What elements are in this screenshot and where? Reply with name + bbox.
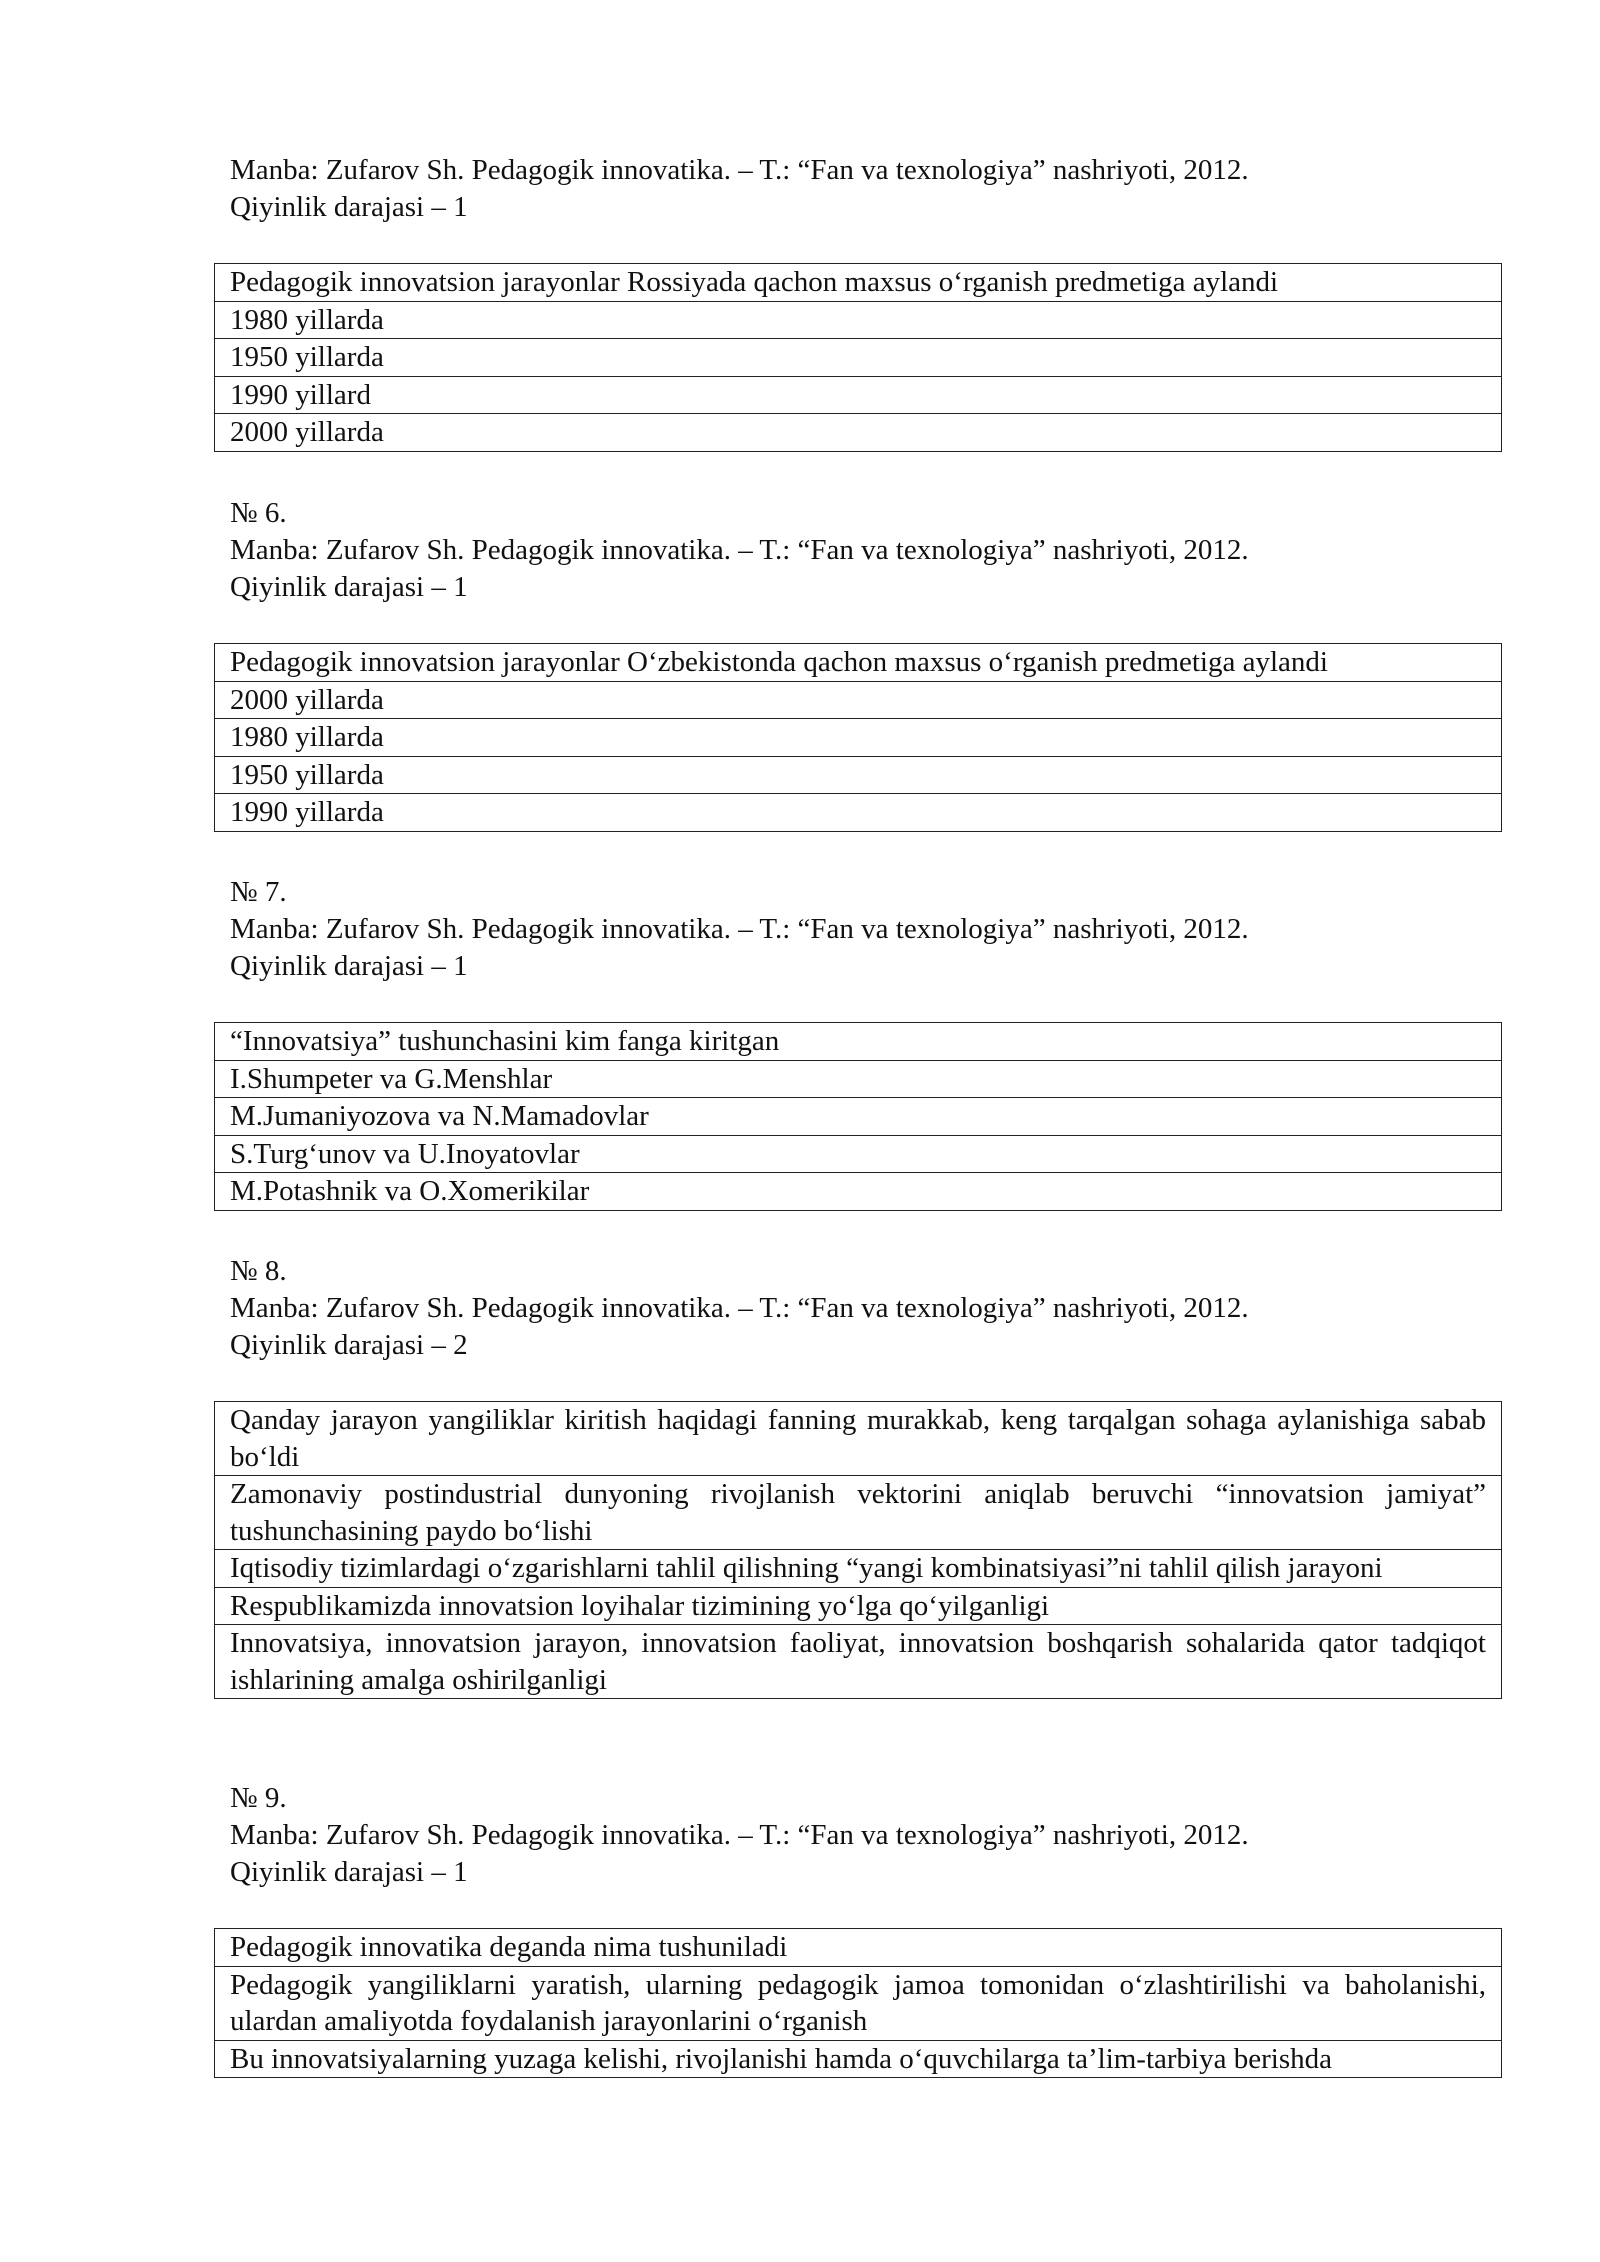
answer-row xyxy=(215,719,1502,757)
source-line: Manba: Zufarov Sh. Pedagogik innovatika. – T.: “Fan va texnologiya” nashriyoti, 2012. xyxy=(230,534,1249,566)
answer-row xyxy=(215,1550,1502,1588)
question-text: “Innovatsiya” tushunchasini kim fanga kiritgan xyxy=(215,1023,1502,1061)
answer-row xyxy=(215,1966,1502,2040)
answer-option-text: Bu innovatsiyalarning yuzaga kelishi, rivojlanishi hamda o‘quvchilarga ta’lim-tarbiya berishda xyxy=(230,2042,1332,2075)
question-table xyxy=(214,263,1502,452)
answer-row xyxy=(215,339,1502,377)
answer-option: 2000 yillarda xyxy=(215,681,1502,719)
answer-row xyxy=(215,681,1502,719)
answer-option: M.Jumaniyozova va N.Mamadovlar xyxy=(215,1098,1502,1136)
difficulty-line: Qiyinlik darajasi – 1 xyxy=(230,1856,468,1888)
answer-row xyxy=(215,1098,1502,1136)
question-row xyxy=(215,1929,1502,1967)
answer-option xyxy=(215,2040,1502,2077)
answer-row xyxy=(215,794,1502,832)
answer-option: Respublikamizda innovatsion loyihalar tizimining yo‘lga qo‘yilganligi xyxy=(215,1587,1502,1625)
question-block-9 xyxy=(214,1780,1502,2078)
question-block-8 xyxy=(214,1253,1502,1699)
answer-row xyxy=(215,1625,1502,1699)
answer-row xyxy=(215,1587,1502,1625)
answer-row xyxy=(215,2040,1502,2077)
answer-row xyxy=(215,301,1502,339)
answer-option: Innovatsiya, innovatsion jarayon, innovatsion faoliyat, innovatsion boshqarish sohalarida qator tadqiqot ishlarining amalga oshirilganligi xyxy=(215,1625,1502,1699)
source-line: Manba: Zufarov Sh. Pedagogik innovatika. – T.: “Fan va texnologiya” nashriyoti, 2012. xyxy=(230,913,1249,945)
question-row xyxy=(215,1023,1502,1061)
answer-row xyxy=(215,1135,1502,1173)
question-table xyxy=(214,643,1502,832)
answer-option: M.Potashnik va O.Xomerikilar xyxy=(215,1173,1502,1211)
answer-row xyxy=(215,756,1502,794)
difficulty-line: Qiyinlik darajasi – 1 xyxy=(230,571,468,603)
answer-option: 2000 yillarda xyxy=(215,414,1502,452)
source-line: Manba: Zufarov Sh. Pedagogik innovatika. – T.: “Fan va texnologiya” nashriyoti, 2012. xyxy=(230,154,1249,186)
answer-row xyxy=(215,376,1502,414)
answer-option: 1950 yillarda xyxy=(215,339,1502,377)
question-block-5 xyxy=(214,152,1502,452)
difficulty-line: Qiyinlik darajasi – 1 xyxy=(230,191,468,223)
question-text: Qanday jarayon yangiliklar kiritish haqidagi fanning murakkab, keng tarqalgan sohaga aylanishiga sabab bo‘ldi xyxy=(215,1402,1502,1476)
answer-row xyxy=(215,1173,1502,1211)
answer-option: I.Shumpeter va G.Menshlar xyxy=(215,1060,1502,1098)
question-row xyxy=(215,1402,1502,1476)
question-block-7 xyxy=(214,874,1502,1211)
answer-row xyxy=(215,1476,1502,1550)
question-block-6 xyxy=(214,495,1502,832)
difficulty-line: Qiyinlik darajasi – 2 xyxy=(230,1329,468,1361)
answer-option: Pedagogik yangiliklarni yaratish, ularning pedagogik jamoa tomonidan o‘zlashtirilishi va baholanishi, ulardan amaliyotda foydalanish jarayonlarini o‘rganish xyxy=(215,1966,1502,2040)
question-number: № 8. xyxy=(230,1255,287,1287)
question-text: Pedagogik innovatsion jarayonlar O‘zbekistonda qachon maxsus o‘rganish predmetiga aylandi xyxy=(215,644,1502,682)
answer-row xyxy=(215,1060,1502,1098)
question-number: № 6. xyxy=(230,497,287,529)
question-table xyxy=(214,1022,1502,1211)
question-number: № 9. xyxy=(230,1782,287,1814)
answer-option: Zamonaviy postindustrial dunyoning rivojlanish vektorini aniqlab beruvchi “innovatsion jamiyat” tushunchasining paydo bo‘lishi xyxy=(215,1476,1502,1550)
difficulty-line: Qiyinlik darajasi – 1 xyxy=(230,950,468,982)
question-row xyxy=(215,264,1502,302)
answer-option: 1990 yillarda xyxy=(215,794,1502,832)
question-table xyxy=(214,1401,1502,1699)
answer-row xyxy=(215,414,1502,452)
answer-option: 1980 yillarda xyxy=(215,719,1502,757)
source-line: Manba: Zufarov Sh. Pedagogik innovatika. – T.: “Fan va texnologiya” nashriyoti, 2012. xyxy=(230,1819,1249,1851)
answer-option: 1990 yillard xyxy=(215,376,1502,414)
question-text: Pedagogik innovatsion jarayonlar Rossiyada qachon maxsus o‘rganish predmetiga aylandi xyxy=(215,264,1502,302)
question-row xyxy=(215,644,1502,682)
question-table xyxy=(214,1928,1502,2078)
source-line: Manba: Zufarov Sh. Pedagogik innovatika. – T.: “Fan va texnologiya” nashriyoti, 2012. xyxy=(230,1292,1249,1324)
question-text: Pedagogik innovatika deganda nima tushuniladi xyxy=(215,1929,1502,1967)
answer-option: 1950 yillarda xyxy=(215,756,1502,794)
answer-option: S.Turg‘unov va U.Inoyatovlar xyxy=(215,1135,1502,1173)
question-number: № 7. xyxy=(230,876,287,908)
answer-option: 1980 yillarda xyxy=(215,301,1502,339)
answer-option: Iqtisodiy tizimlardagi o‘zgarishlarni tahlil qilishning “yangi kombinatsiyasi”ni tahlil qilish jarayoni xyxy=(215,1550,1502,1588)
